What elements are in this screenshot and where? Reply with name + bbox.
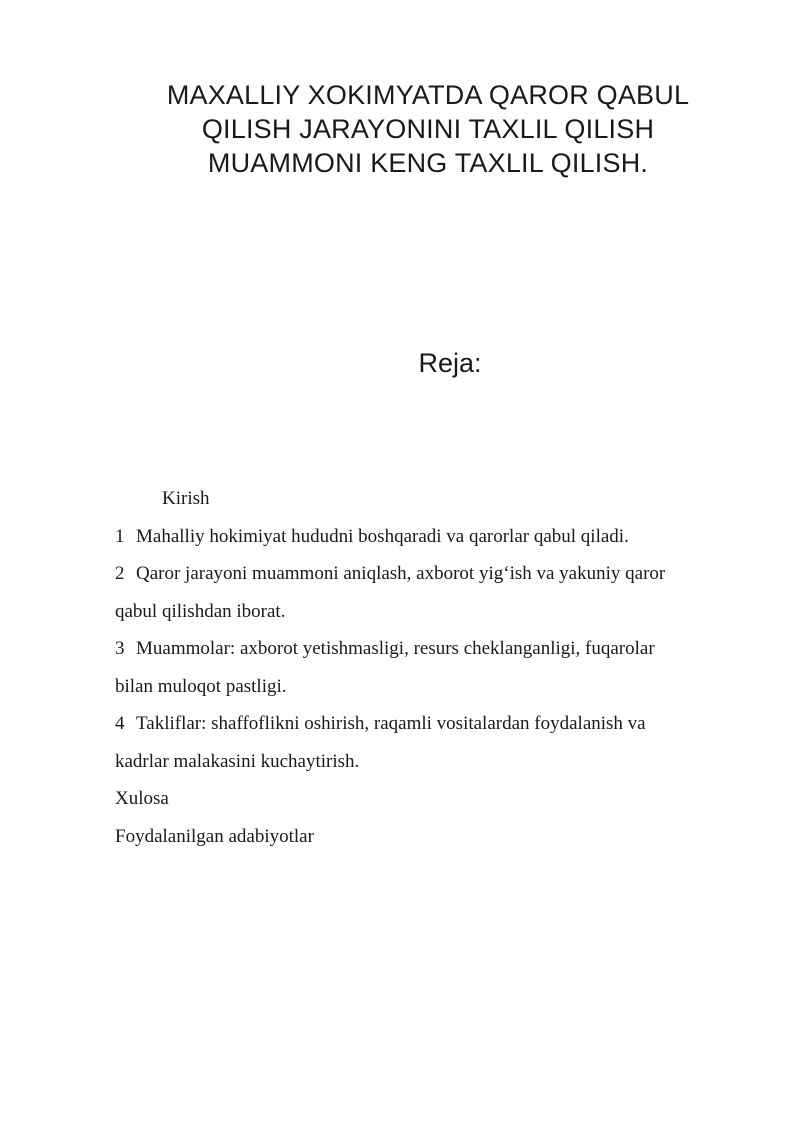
- plan-list: [115, 480, 755, 855]
- document-title: [100, 78, 756, 180]
- plan-intro: Kirish: [162, 488, 210, 509]
- plan-heading: Reja:: [418, 348, 482, 378]
- plan-references: Foydalanilgan adabiyotlar: [115, 825, 314, 847]
- plan-item: [115, 555, 755, 593]
- title-line: MUAMMONI KENG TAXLIL QILISH.: [207, 148, 649, 178]
- plan-item-text: Mahalliy hokimiyat hududni boshqaradi va qarorlar qabul qiladi.: [136, 525, 629, 547]
- plan-item-continuation: qabul qilishdan iborat.: [115, 600, 286, 622]
- plan-item-number: 2: [115, 563, 125, 584]
- plan-conclusion: Xulosa: [115, 788, 169, 809]
- plan-item-number: 4: [115, 713, 125, 734]
- plan-item-text: Qaror jarayoni muammoni aniqlash, axborot yig‘ish va yakuniy qaror: [136, 563, 666, 584]
- plan-item: [115, 705, 755, 743]
- plan-item-continuation: bilan muloqot pastligi.: [115, 675, 287, 697]
- plan-item: [115, 518, 755, 556]
- plan-item-number: 1: [115, 525, 125, 547]
- title-line: QILISH JARAYONINI TAXLIL QILISH: [201, 114, 655, 144]
- plan-item-text: Muammolar: axborot yetishmasligi, resurs cheklanganligi, fuqarolar: [136, 638, 655, 659]
- plan-item: [115, 630, 755, 668]
- title-line: MAXALLIY XOKIMYATDA QAROR QABUL: [166, 80, 690, 110]
- plan-item-number: 3: [115, 638, 125, 659]
- plan-item-text: Takliflar: shaffoflikni oshirish, raqamli vositalardan foydalanish va: [136, 713, 646, 734]
- plan-item-continuation: kadrlar malakasini kuchaytirish.: [115, 750, 360, 772]
